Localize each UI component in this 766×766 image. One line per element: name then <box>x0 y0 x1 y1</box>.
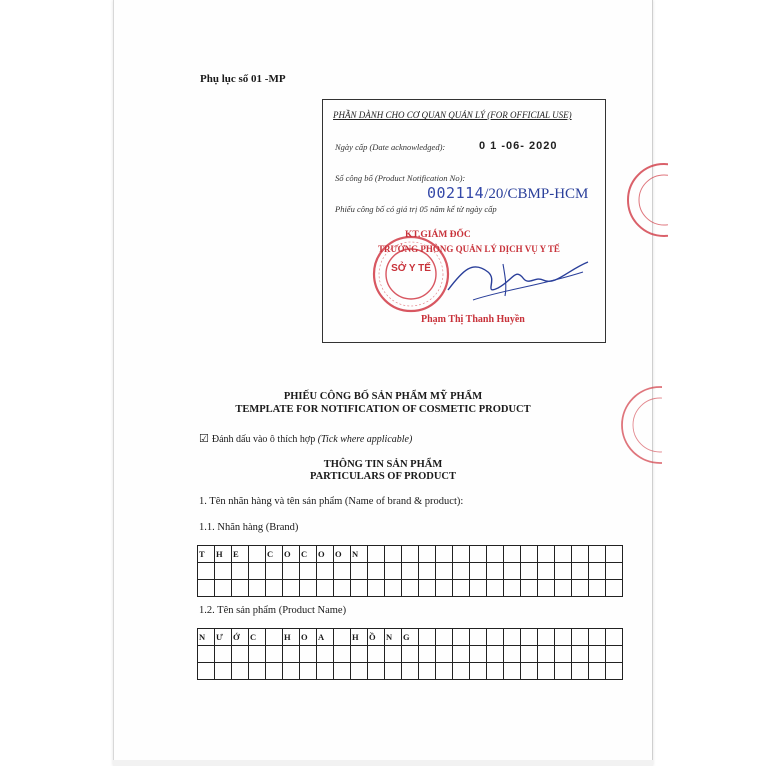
brand-grid-cell <box>300 580 317 597</box>
brand-grid-cell <box>232 563 249 580</box>
brand-grid-cell <box>538 563 555 580</box>
department-title: TRƯỞNG PHÒNG QUẢN LÝ DỊCH VỤ Y TẾ <box>378 244 560 254</box>
name-grid-cell: O <box>300 629 317 646</box>
name-grid-cell <box>215 646 232 663</box>
brand-grid-cell <box>402 546 419 563</box>
brand-grid-cell <box>283 563 300 580</box>
name-grid-cell <box>589 663 606 680</box>
tick-instruction <box>199 432 412 445</box>
brand-grid-cell <box>385 563 402 580</box>
brand-grid-cell <box>487 546 504 563</box>
brand-grid-cell <box>419 546 436 563</box>
section-title-english: PARTICULARS OF PRODUCT <box>309 471 457 482</box>
name-grid-cell: C <box>249 629 266 646</box>
name-grid-cell <box>198 646 215 663</box>
notification-number-value <box>427 184 588 203</box>
name-grid-cell <box>606 646 623 663</box>
name-grid-cell: Ồ <box>368 629 385 646</box>
brand-grid-cell <box>215 580 232 597</box>
name-grid-cell: N <box>198 629 215 646</box>
brand-grid-cell <box>538 580 555 597</box>
brand-grid-cell: H <box>215 546 232 563</box>
name-grid-cell <box>555 646 572 663</box>
brand-grid-cell <box>419 563 436 580</box>
brand-grid-cell <box>436 563 453 580</box>
seal-text: SỞ Y TẾ <box>391 263 431 274</box>
brand-grid-cell <box>572 563 589 580</box>
name-grid-cell <box>249 646 266 663</box>
validity-note: Phiếu công bố có giá trị 05 năm kể từ ngày cấp <box>335 204 497 214</box>
name-grid-cell <box>470 629 487 646</box>
name-grid-cell <box>368 663 385 680</box>
brand-grid-cell <box>572 546 589 563</box>
form-title-english: TEMPLATE FOR NOTIFICATION OF COSMETIC PRODUCT <box>235 404 531 415</box>
name-grid-cell: N <box>385 629 402 646</box>
signer-name: Phạm Thị Thanh Huyền <box>421 314 525 325</box>
name-grid-cell <box>606 629 623 646</box>
brand-grid-cell <box>521 563 538 580</box>
name-grid-cell <box>436 663 453 680</box>
brand-grid-cell <box>487 580 504 597</box>
brand-grid-cell <box>470 563 487 580</box>
brand-grid-cell <box>504 563 521 580</box>
brand-grid-cell <box>487 563 504 580</box>
name-grid-cell <box>351 646 368 663</box>
name-grid-cell <box>368 646 385 663</box>
name-grid-cell <box>487 646 504 663</box>
name-grid-cell <box>555 663 572 680</box>
name-grid-cell <box>334 629 351 646</box>
name-grid-cell <box>572 629 589 646</box>
brand-grid-cell <box>317 563 334 580</box>
name-grid-cell: A <box>317 629 334 646</box>
brand-grid-cell <box>589 580 606 597</box>
signature-icon <box>443 250 593 310</box>
name-grid-cell <box>589 629 606 646</box>
name-grid-cell <box>538 629 555 646</box>
name-grid-cell <box>300 663 317 680</box>
brand-grid-cell: O <box>334 546 351 563</box>
brand-grid-cell <box>555 563 572 580</box>
date-acknowledged-value: 0 1 -06- 2020 <box>479 140 558 152</box>
name-grid-cell <box>334 646 351 663</box>
date-acknowledged-label: Ngày cấp (Date acknowledged): <box>335 142 446 152</box>
name-grid-cell <box>504 646 521 663</box>
brand-grid-cell <box>606 563 623 580</box>
name-grid-cell: Ớ <box>232 629 249 646</box>
name-grid-row <box>198 629 623 646</box>
name-grid-cell <box>572 646 589 663</box>
name-grid-cell <box>504 663 521 680</box>
name-grid-cell <box>436 646 453 663</box>
question-product-name: 1.2. Tên sản phẩm (Product Name) <box>199 605 347 616</box>
brand-grid-cell <box>589 546 606 563</box>
brand-grid-cell <box>453 580 470 597</box>
name-grid-cell: H <box>283 629 300 646</box>
deputy-director-title: KT.GIÁM ĐỐC <box>405 230 471 240</box>
name-grid-cell <box>266 629 283 646</box>
name-grid-row <box>198 646 623 663</box>
brand-grid-cell <box>572 580 589 597</box>
name-grid-cell <box>402 646 419 663</box>
brand-grid-row <box>198 563 623 580</box>
name-grid-cell <box>419 646 436 663</box>
brand-grid-cell <box>368 563 385 580</box>
question-brand-product: 1. Tên nhãn hàng và tên sản phẩm (Name of brand & product): <box>199 496 464 507</box>
name-grid-row <box>198 663 623 680</box>
brand-grid-cell <box>504 546 521 563</box>
brand-grid-cell <box>555 580 572 597</box>
name-grid-cell <box>300 646 317 663</box>
name-grid-cell <box>521 629 538 646</box>
page-bottom-edge <box>113 760 653 766</box>
brand-grid-cell: E <box>232 546 249 563</box>
brand-grid-cell <box>198 563 215 580</box>
name-grid-cell <box>453 663 470 680</box>
name-grid-cell <box>538 663 555 680</box>
brand-grid-cell <box>249 563 266 580</box>
brand-grid-cell <box>334 580 351 597</box>
name-grid-cell <box>283 663 300 680</box>
name-grid-cell <box>419 629 436 646</box>
edge-seal-icon <box>618 160 668 240</box>
name-grid-cell <box>470 646 487 663</box>
name-grid-cell <box>198 663 215 680</box>
name-grid-cell <box>572 663 589 680</box>
name-grid-cell <box>215 663 232 680</box>
brand-grid-cell <box>453 563 470 580</box>
brand-grid-cell <box>521 580 538 597</box>
brand-grid-cell <box>283 580 300 597</box>
brand-grid-cell <box>436 546 453 563</box>
brand-grid-cell <box>555 546 572 563</box>
name-grid-cell <box>283 646 300 663</box>
product-name-character-grid <box>197 628 573 680</box>
name-grid-cell <box>317 663 334 680</box>
brand-character-grid <box>197 545 573 597</box>
brand-grid-cell <box>385 580 402 597</box>
name-grid-cell <box>521 663 538 680</box>
brand-grid-cell <box>249 546 266 563</box>
brand-grid-cell <box>215 563 232 580</box>
name-grid-cell <box>555 629 572 646</box>
name-grid-cell <box>232 663 249 680</box>
brand-grid-row <box>198 580 623 597</box>
brand-grid-cell <box>334 563 351 580</box>
brand-grid-cell <box>232 580 249 597</box>
notification-number-label: Số công bố (Product Notification No): <box>335 173 466 183</box>
name-grid-cell: Ư <box>215 629 232 646</box>
brand-grid-cell <box>300 563 317 580</box>
brand-grid-cell <box>453 546 470 563</box>
name-grid-cell <box>266 646 283 663</box>
name-grid-cell <box>606 663 623 680</box>
brand-grid-cell <box>317 580 334 597</box>
name-grid-cell <box>453 646 470 663</box>
brand-grid-cell <box>351 563 368 580</box>
official-use-heading: PHẦN DÀNH CHO CƠ QUAN QUẢN LÝ (FOR OFFICIAL USE) <box>333 110 572 120</box>
name-grid-cell <box>589 646 606 663</box>
brand-grid-cell: O <box>283 546 300 563</box>
appendix-label: Phụ lục số 01 -MP <box>200 73 286 85</box>
name-grid-cell <box>487 629 504 646</box>
name-grid-cell <box>249 663 266 680</box>
brand-grid-cell <box>521 546 538 563</box>
brand-grid-cell <box>249 580 266 597</box>
brand-grid-cell: T <box>198 546 215 563</box>
name-grid-cell <box>266 663 283 680</box>
brand-grid-cell <box>402 563 419 580</box>
name-grid-cell <box>504 629 521 646</box>
name-grid-cell <box>521 646 538 663</box>
brand-grid-cell <box>266 563 283 580</box>
checkbox-icon: ☑ <box>199 432 209 445</box>
form-title-vietnamese: PHIẾU CÔNG BỐ SẢN PHẨM MỸ PHẨM <box>283 391 483 402</box>
name-grid-cell <box>402 663 419 680</box>
name-grid-cell <box>232 646 249 663</box>
brand-grid-cell <box>538 546 555 563</box>
name-grid-cell <box>436 629 453 646</box>
name-grid-cell <box>453 629 470 646</box>
brand-grid-cell <box>589 563 606 580</box>
brand-grid-cell <box>351 580 368 597</box>
brand-grid-cell <box>402 580 419 597</box>
brand-grid-cell <box>606 580 623 597</box>
name-grid-cell <box>470 663 487 680</box>
brand-grid-cell <box>368 546 385 563</box>
brand-grid-cell: C <box>300 546 317 563</box>
brand-grid-cell: O <box>317 546 334 563</box>
name-grid-cell <box>334 663 351 680</box>
brand-grid-cell: N <box>351 546 368 563</box>
name-grid-cell <box>487 663 504 680</box>
question-brand: 1.1. Nhãn hàng (Brand) <box>199 522 299 533</box>
brand-grid-cell <box>470 546 487 563</box>
official-use-box <box>322 99 606 343</box>
brand-grid-cell: C <box>266 546 283 563</box>
name-grid-cell: H <box>351 629 368 646</box>
name-grid-cell <box>351 663 368 680</box>
notification-number-digits: 002114 <box>427 184 485 202</box>
name-grid-cell <box>385 663 402 680</box>
name-grid-cell <box>419 663 436 680</box>
brand-grid-cell <box>198 580 215 597</box>
brand-grid-cell <box>385 546 402 563</box>
name-grid-cell <box>538 646 555 663</box>
section-title-vietnamese: THÔNG TIN SẢN PHẨM <box>323 459 443 470</box>
tick-instruction-vn: Đánh dấu vào ô thích hợp <box>211 434 316 445</box>
name-grid-cell <box>385 646 402 663</box>
brand-grid-row <box>198 546 623 563</box>
notification-number-suffix: /20/CBMP-HCM <box>484 186 589 202</box>
brand-grid-cell <box>470 580 487 597</box>
name-grid-cell <box>317 646 334 663</box>
brand-grid-cell <box>606 546 623 563</box>
name-grid-cell: G <box>402 629 419 646</box>
brand-grid-cell <box>504 580 521 597</box>
brand-grid-cell <box>436 580 453 597</box>
brand-grid-cell <box>419 580 436 597</box>
brand-grid-cell <box>266 580 283 597</box>
tick-instruction-en: (Tick where applicable) <box>317 434 413 445</box>
brand-grid-cell <box>368 580 385 597</box>
